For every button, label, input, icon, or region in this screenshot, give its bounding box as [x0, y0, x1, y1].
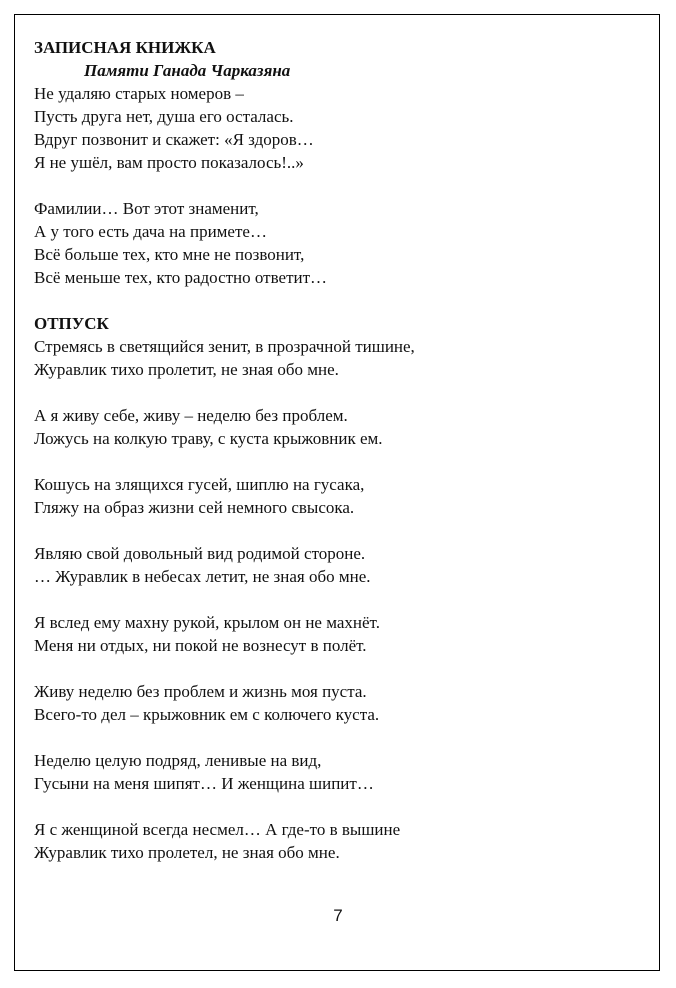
- page-content: [34, 36, 634, 864]
- poem-title-notebook: ЗАПИСНАЯ КНИЖКА: [34, 38, 216, 57]
- poem-line: Стремясь в светящийся зенит, в прозрачной тишине,: [34, 337, 415, 356]
- poem-line: Не удаляю старых номеров –: [34, 84, 244, 103]
- poem-line: Я не ушёл, вам просто показалось!..»: [34, 153, 304, 172]
- poem-line: Гусыни на меня шипят… И женщина шипит…: [34, 774, 374, 793]
- poem-line: Всего-то дел – крыжовник ем с колючего куста.: [34, 705, 380, 724]
- page-number: 7: [333, 906, 343, 925]
- poem-line: Фамилии… Вот этот знаменит,: [34, 199, 259, 218]
- poem-line: Всё меньше тех, кто радостно ответит…: [34, 268, 328, 287]
- poem-line: Неделю целую подряд, ленивые на вид,: [34, 751, 322, 770]
- poem-line: Гляжу на образ жизни сей немного свысока.: [34, 498, 355, 517]
- poem-line: Журавлик тихо пролетит, не зная обо мне.: [34, 360, 339, 379]
- poem-line: Пусть друга нет, душа его осталась.: [34, 107, 294, 126]
- poem-line: Вдруг позвонит и скажет: «Я здоров…: [34, 130, 314, 149]
- poem-line: А я живу себе, живу – неделю без проблем.: [34, 406, 348, 425]
- poem-dedication: Памяти Ганада Чарказяна: [84, 61, 291, 80]
- poem-line: Живу неделю без проблем и жизнь моя пуста.: [34, 682, 367, 701]
- poem-line: Всё больше тех, кто мне не позвонит,: [34, 245, 305, 264]
- poem-line: А у того есть дача на примете…: [34, 222, 267, 241]
- poem-line: Кошусь на злящихся гусей, шиплю на гусака,: [34, 475, 365, 494]
- poem-line: Являю свой довольный вид родимой стороне.: [34, 544, 366, 563]
- poem-line: Я вслед ему махну рукой, крылом он не махнёт.: [34, 613, 380, 632]
- poem-line: Журавлик тихо пролетел, не зная обо мне.: [34, 843, 340, 862]
- poem-line: Ложусь на колкую траву, с куста крыжовник ем.: [34, 429, 383, 448]
- poem-line: … Журавлик в небесах летит, не зная обо мне.: [34, 567, 371, 586]
- poem-title-vacation: ОТПУСК: [34, 314, 109, 333]
- poem-line: Меня ни отдых, ни покой не вознесут в полёт.: [34, 636, 367, 655]
- poem-line: Я с женщиной всегда несмел… А где-то в вышине: [34, 820, 401, 839]
